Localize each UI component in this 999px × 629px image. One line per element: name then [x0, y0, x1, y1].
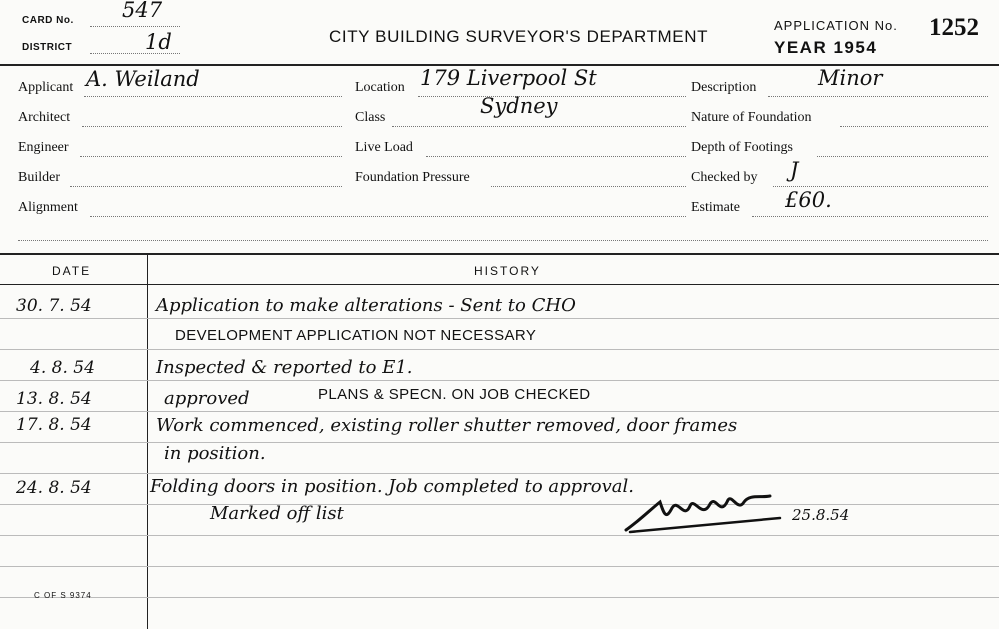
blank-field-line [18, 240, 988, 241]
nature-of-foundation-line [840, 126, 988, 127]
signature-image [620, 490, 790, 538]
signature-date: 25.8.54 [792, 506, 850, 524]
department-title: CITY BUILDING SURVEYOR'S DEPARTMENT [329, 27, 709, 46]
depth-of-footings-line [817, 156, 988, 157]
checked-by-line [773, 186, 988, 187]
card-no-line [90, 26, 180, 27]
history-column-header: HISTORY [474, 264, 541, 278]
card-no-label: CARD No. [22, 15, 74, 26]
estimate-line [752, 216, 988, 217]
engineer-line [80, 156, 342, 157]
date-column-header: DATE [52, 264, 92, 278]
architect-label: Architect [18, 110, 71, 125]
architect-line [82, 126, 342, 127]
engineer-label: Engineer [18, 140, 69, 155]
year-label: YEAR 1954 [774, 38, 878, 57]
location-value: 179 Liverpool St [420, 66, 597, 90]
depth-of-footings-label: Depth of Footings [691, 140, 793, 155]
history-text-continued: Marked off list [210, 503, 344, 524]
ruled-line [0, 349, 999, 350]
form-code: C OF S 9374 [34, 591, 92, 600]
estimate-label: Estimate [691, 200, 740, 215]
live-load-line [426, 156, 686, 157]
estimate-value: £60. [785, 188, 832, 212]
builder-label: Builder [18, 170, 60, 185]
location-value-2: Sydney [480, 94, 558, 118]
class-label: Class [355, 110, 386, 125]
applicant-value: A. Weiland [86, 67, 200, 91]
history-text-continued: in position. [164, 443, 266, 464]
history-header-divider [0, 284, 999, 285]
history-text: approved [164, 388, 250, 409]
class-line [392, 126, 686, 127]
ruled-line [0, 380, 999, 381]
history-stamp: DEVELOPMENT APPLICATION NOT NECESSARY [175, 327, 537, 344]
history-stamp: PLANS & SPECN. ON JOB CHECKED [318, 386, 591, 403]
history-top-border [0, 253, 999, 255]
nature-of-foundation-label: Nature of Foundation [691, 110, 812, 125]
history-text: Inspected & reported to E1. [156, 357, 413, 378]
history-date: 24. 8. 54 [16, 478, 92, 498]
live-load-label: Live Load [355, 140, 413, 155]
card-no-value: 547 [122, 0, 163, 22]
checked-by-label: Checked by [691, 170, 758, 185]
history-text: Application to make alterations - Sent to CHO [156, 295, 576, 316]
checked-by-value: J [790, 158, 799, 182]
ruled-line [0, 597, 999, 598]
alignment-label: Alignment [18, 200, 78, 215]
ruled-line [0, 535, 999, 536]
ruled-line [0, 504, 999, 505]
ruled-line [0, 442, 999, 443]
foundation-pressure-label: Foundation Pressure [355, 170, 470, 185]
application-no-label: APPLICATION No. [774, 18, 898, 33]
history-text: Folding doors in position. Job completed to approval. [150, 476, 634, 497]
ruled-line [0, 473, 999, 474]
description-line [768, 96, 988, 97]
history-text: Work commenced, existing roller shutter removed, door frames [156, 415, 738, 436]
ruled-line [0, 411, 999, 412]
district-label: DISTRICT [22, 42, 73, 53]
history-date: 4. 8. 54 [30, 358, 95, 378]
applicant-label: Applicant [18, 80, 74, 95]
description-label: Description [691, 80, 757, 95]
history-date: 17. 8. 54 [16, 415, 92, 435]
application-number: 1252 [929, 14, 979, 41]
location-label: Location [355, 80, 405, 95]
foundation-pressure-line [491, 186, 686, 187]
description-value: Minor [818, 66, 883, 90]
alignment-line [90, 216, 686, 217]
district-value: 1d [145, 30, 172, 54]
builder-line [70, 186, 342, 187]
history-date: 13. 8. 54 [16, 389, 92, 409]
applicant-line [84, 96, 342, 97]
ruled-line [0, 566, 999, 567]
ruled-line [0, 318, 999, 319]
history-date: 30. 7. 54 [16, 296, 92, 316]
